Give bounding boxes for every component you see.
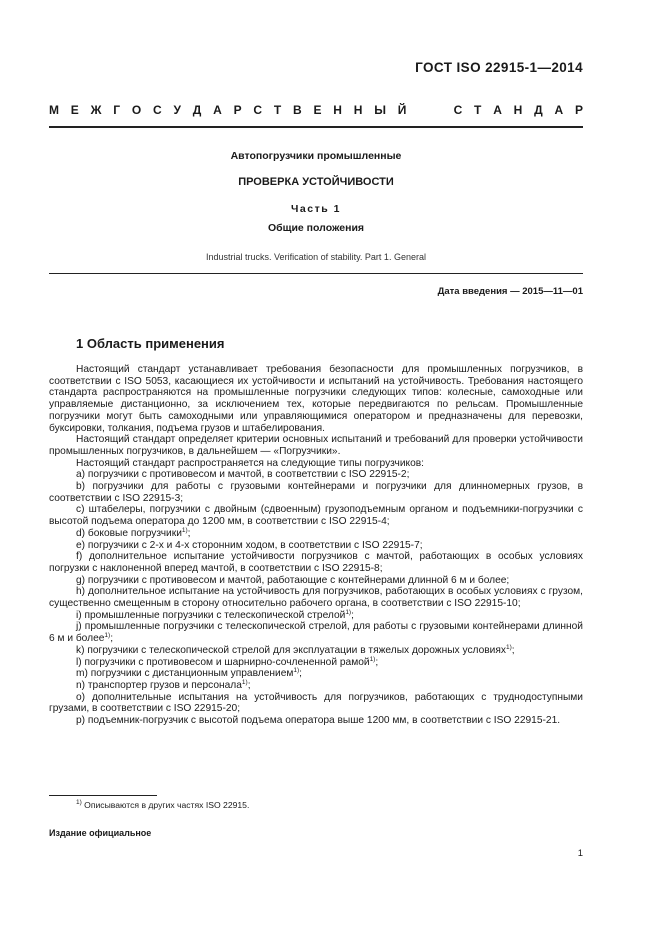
list-item: a) погрузчики с противовесом и мачтой, в соответствии с ISO 22915-2; [76, 469, 410, 481]
list-item-text: n) транспортер грузов и персонала [76, 679, 242, 691]
heading-letter: О [131, 103, 142, 117]
footnote-text: Описываются в других частях ISO 22915. [84, 800, 250, 810]
list-item-text: m) погрузчики с дистанционным управлением [76, 668, 294, 680]
header-divider [49, 126, 583, 128]
section-body [49, 364, 583, 727]
title-line-3: Общие положения [267, 222, 365, 234]
heading-letter: Н [353, 103, 363, 117]
heading-letter: А [493, 103, 502, 117]
list-item: g) погрузчики с противовесом и мачтой, работающие с контейнерами длинной 6 м и более; [76, 574, 510, 586]
heading-letter: У [173, 103, 181, 117]
footnote [76, 800, 249, 810]
list-item-text: j) промышленные погрузчики с телескопической стрелой, для работы с грузовыми контейнерами длинной 6 м и более [49, 621, 583, 645]
heading-letter: Й [397, 103, 407, 117]
list-item-end: ; [375, 656, 379, 668]
page-number: 1 [577, 848, 583, 859]
list-item-text: k) погрузчики с телескопической стрелой для эксплуатации в тяжелых дорожных условиях [76, 644, 506, 656]
list-item: c) штабелеры, погрузчики с двойным (сдвоенным) грузоподъемным органом и подъемники-погрузчики с высотой подъема оператора до 1200 мм, в соответствии с ISO 22915-4; [49, 504, 583, 528]
footnote-divider [49, 795, 157, 796]
list-item [49, 668, 583, 680]
heading-letter: Ж [90, 103, 102, 117]
title-line-1: Автопогрузчики промышленные [230, 150, 402, 162]
footnote-ref: 1) [369, 655, 376, 663]
heading-letter: Д [534, 103, 543, 117]
list-item [49, 610, 583, 622]
list-item: f) дополнительное испытание устойчивости погрузчиков с мачтой, работающих в особых условиях погрузки с наклоненной вперед мачтой, в соответствии с ISO 22915-8; [49, 551, 583, 574]
footnote-ref: 1) [293, 667, 300, 675]
paragraph: Настоящий стандарт определяет критерии основных испытаний и требований для проверки устойчивости промышленных погрузчиков, в дальнейшем — «Погрузчики». [49, 434, 583, 457]
list-item [49, 680, 583, 692]
paragraph: Настоящий стандарт распространяется на следующие типы погрузчиков: [76, 457, 424, 469]
title-english: Industrial trucks. Verification of stability. Part 1. General [206, 252, 426, 262]
footnote-ref: 1) [181, 526, 188, 534]
title-divider [49, 273, 583, 274]
list-item [49, 528, 583, 540]
list-item [49, 645, 583, 657]
heading-letter: А [213, 103, 222, 117]
footnote-ref: 1) [241, 678, 248, 686]
interstate-standard-heading [49, 103, 583, 117]
heading-letter: В [293, 103, 302, 117]
list-item-end: ; [299, 668, 302, 680]
heading-letter: А [554, 103, 564, 117]
list-item-end: ; [110, 633, 114, 645]
list-item [49, 621, 583, 644]
heading-letter: Т [273, 103, 282, 117]
list-item-end: ; [511, 644, 515, 656]
heading-letter: Р [233, 103, 242, 117]
official-edition-label: Издание официальное [49, 828, 152, 838]
heading-letter: Д [192, 103, 202, 117]
footnote-ref: 1) [505, 643, 512, 651]
heading-letter: С [153, 103, 162, 117]
list-item: p) подъемник-погрузчик с высотой подъема оператора выше 1200 мм, в соответствии с ISO 22915-21. [76, 715, 561, 727]
heading-letter: М [49, 103, 59, 117]
list-item-end: ; [187, 527, 191, 539]
list-item: o) дополнительные испытания на устойчивость для погрузчиков, работающих с труднодоступными грузами, в соответствии с ISO 22915-20; [49, 691, 583, 715]
list-item [49, 657, 583, 669]
list-item: e) погрузчики с 2-х и 4-х сторонним ходом, в соответствии с ISO 22915-7; [76, 539, 423, 551]
list-item: b) погрузчики для работы с грузовыми контейнерами и погрузчики для длинномерных грузов, в соответствии с ISO 22915-3; [49, 481, 583, 504]
section-title: 1 Область применения [76, 336, 225, 351]
heading-letter: Г [113, 103, 121, 117]
heading-letter: Е [70, 103, 79, 117]
paragraph: Настоящий стандарт устанавливает требования безопасности для промышленных погрузчиков, в соответствии с ISO 5053, касающиеся их устойчивости и испытаний на устойчивость. Требования настоящего стандарта распространяются на промышленные погрузчики следующих типов: колесные, самоходные или управляемые дистанционно, за исключением тех, которые передвигаются по рельсам. Промышленные погрузчики могут быть самоходными или управляющимися оператором и предназначены для перевозки, буксировки, толкания, подъема грузов и штабелирования. [49, 364, 583, 434]
heading-letter: Е [313, 103, 322, 117]
footnote-ref: 1) [345, 608, 352, 616]
heading-letter: Р [574, 103, 583, 117]
list-item-end: ; [351, 609, 354, 621]
footnote-mark: 1) [76, 799, 82, 806]
list-item-text: d) боковые погрузчики [76, 527, 182, 539]
heading-letter: Н [333, 103, 342, 117]
list-item-end: ; [247, 679, 251, 691]
list-item-text: l) погрузчики с противовесом и шарнирно-сочлененной рамой [76, 656, 370, 668]
list-item: h) дополнительное испытание на устойчивость для погрузчиков, работающих в особых условиях с грузом, существенно смещенным в сторону относительно рабочего органа, в соответствии с ISO 22915-10; [49, 586, 583, 610]
footnote-ref: 1) [104, 632, 111, 640]
title-part: Часть 1 [291, 203, 341, 215]
introduction-date: Дата введения — 2015—11—01 [437, 286, 583, 297]
title-line-2: ПРОВЕРКА УСТОЙЧИВОСТИ [238, 176, 394, 188]
heading-letter: С [453, 103, 463, 117]
heading-letter: Ы [374, 103, 386, 117]
heading-letter: С [253, 103, 263, 117]
heading-letter: Н [513, 103, 523, 117]
heading-letter: Т [474, 103, 482, 117]
list-item-text: i) промышленные погрузчики с телескопической стрелой [76, 609, 346, 621]
document-code: ГОСТ ISO 22915-1—2014 [415, 60, 583, 75]
